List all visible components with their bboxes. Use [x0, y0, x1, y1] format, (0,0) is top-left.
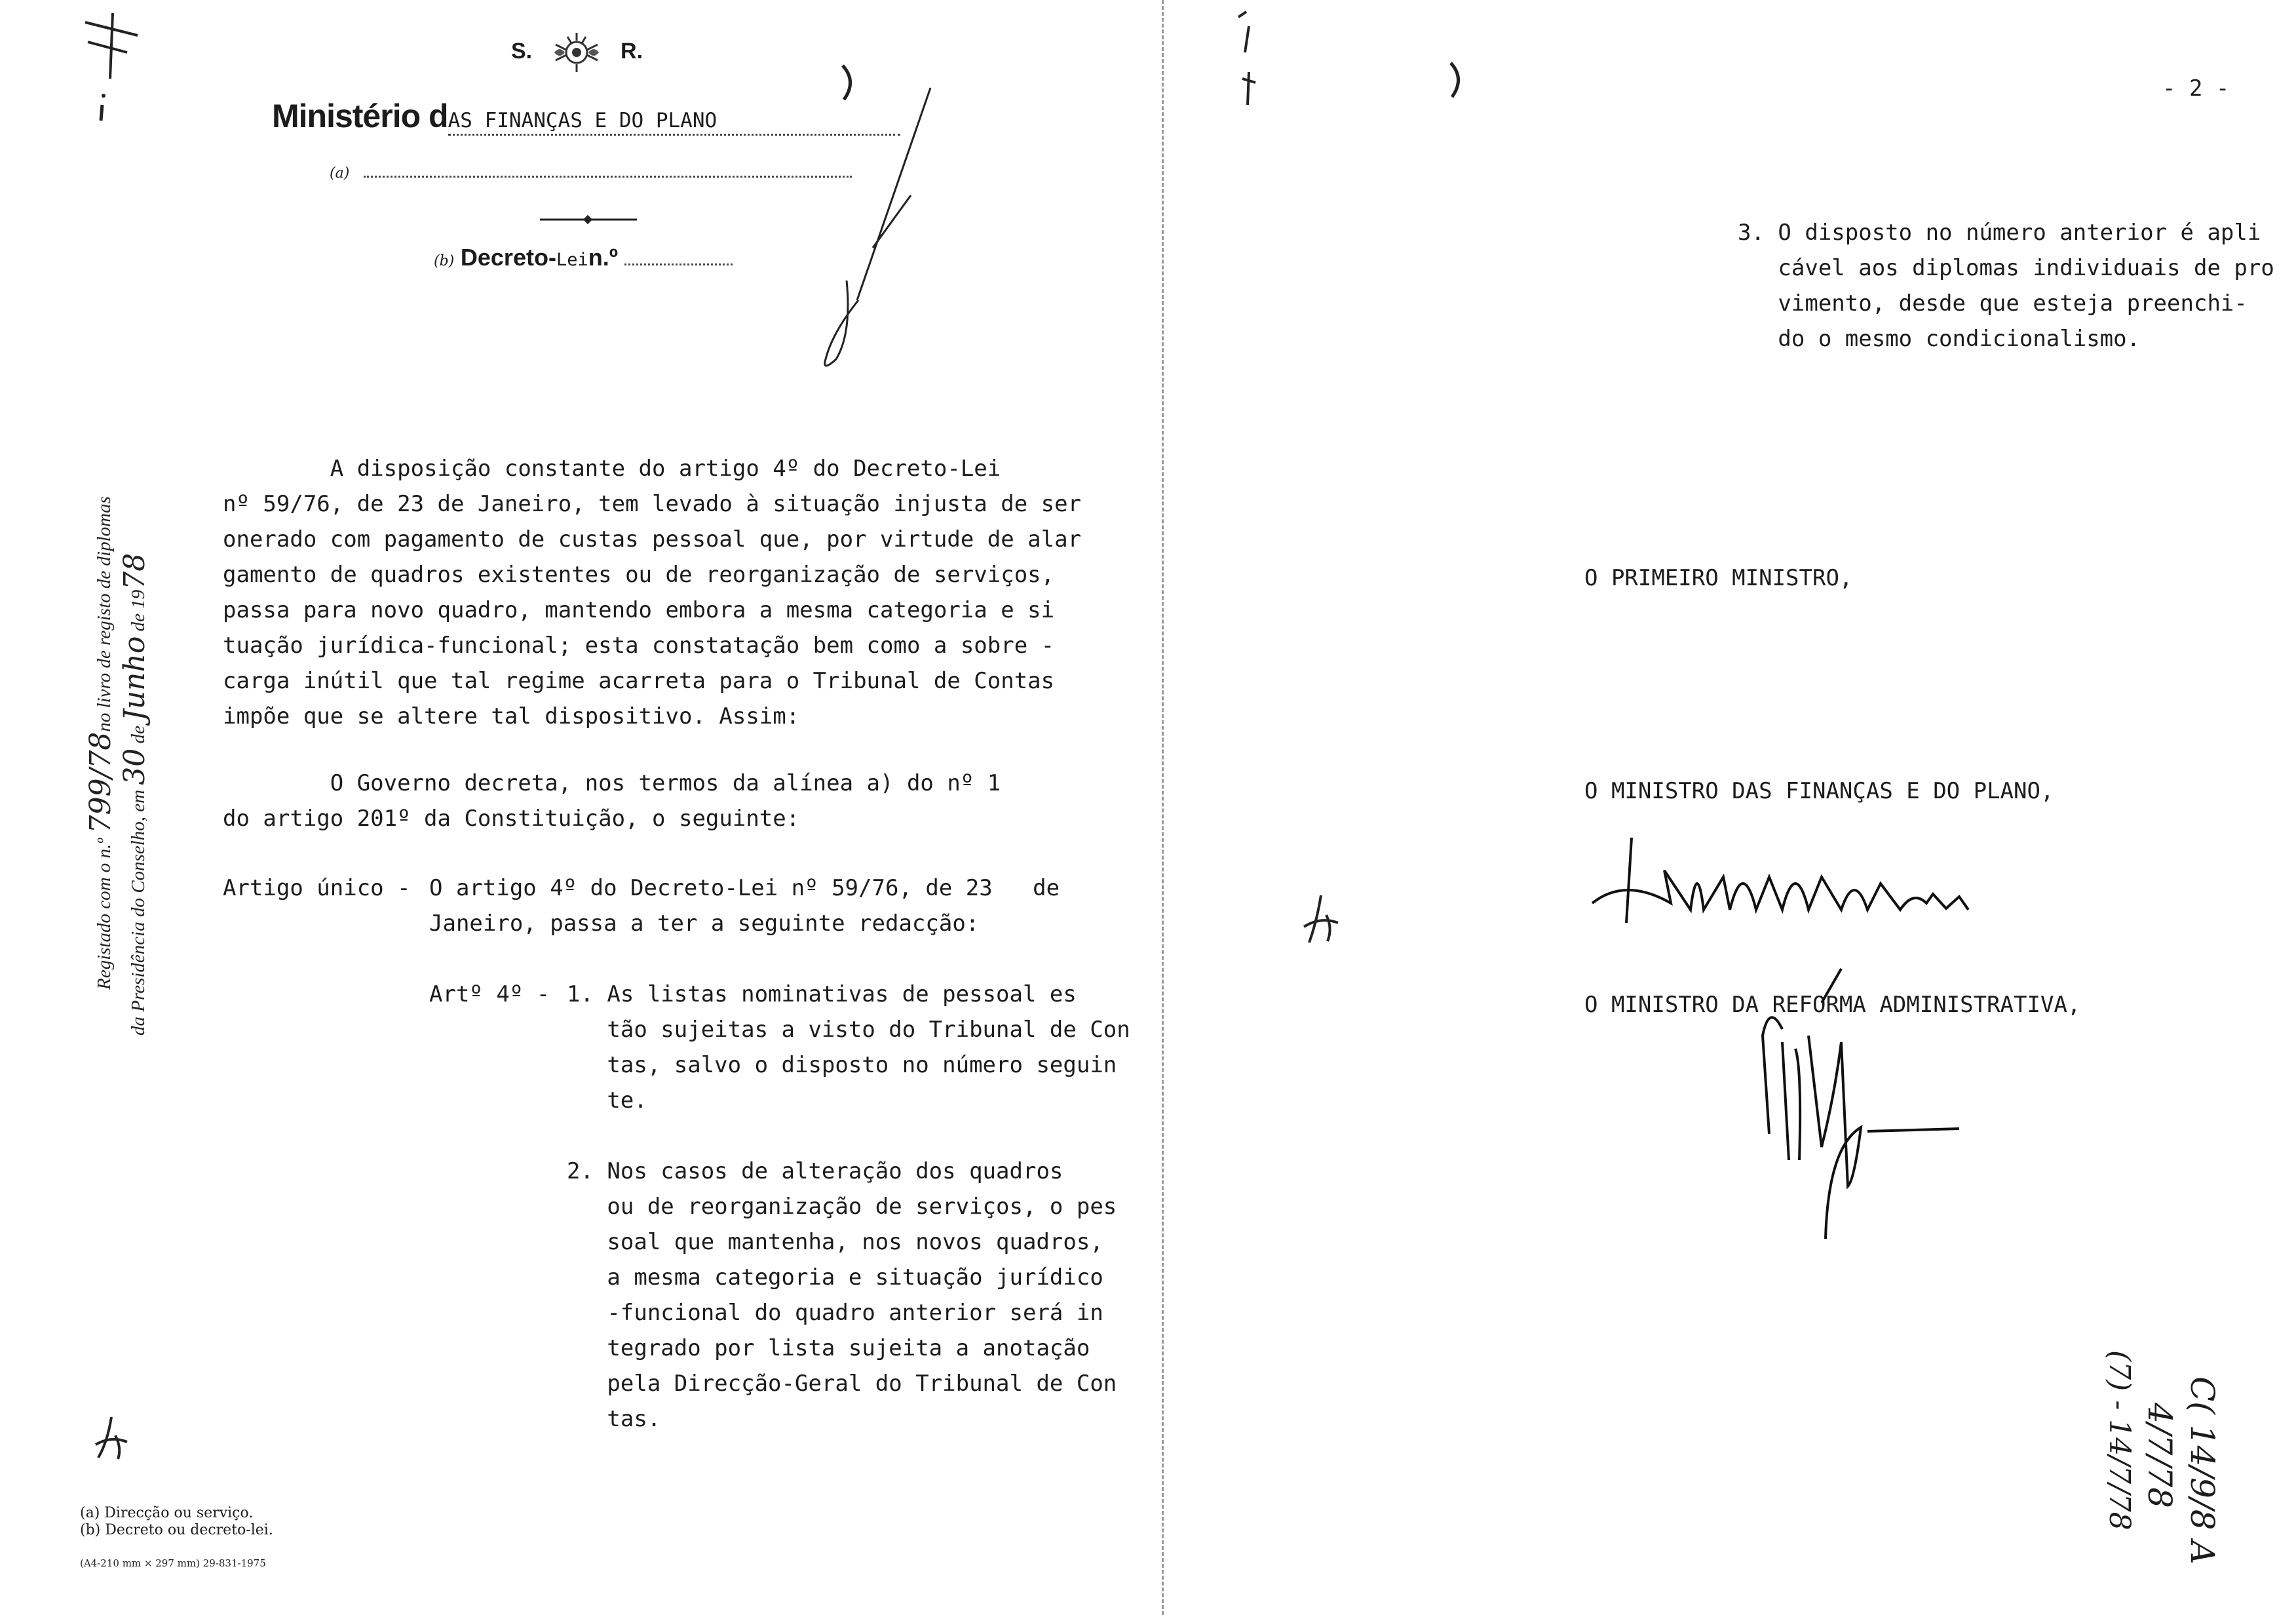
item-3-line: cável aos diplomas individuais de pro [1738, 255, 2274, 281]
signature-reforma [1743, 963, 1959, 1245]
item-3-line: 3. O disposto no número anterior é apli [1738, 220, 2261, 246]
margin-line1-post: no livro de registo de diplomas [94, 496, 115, 732]
field-a-blank [364, 168, 852, 178]
decree-intro-line: do artigo 201º da Constituição, o seguinte: [223, 806, 800, 832]
signature-financas [1592, 831, 1972, 936]
coat-of-arms-icon [550, 31, 603, 73]
preamble-line: gamento de quadros existentes ou de reorganização de serviços, [223, 562, 1055, 588]
margin-registration-line2 [118, 553, 151, 1036]
letterhead-sr [511, 31, 643, 73]
ornament-divider [540, 216, 637, 220]
margin-line2-year-pre: de 19 [128, 589, 149, 632]
handwritten-note-2: 4/7/78 [2141, 1403, 2179, 1508]
article-text-line: O artigo 4º do Decreto-Lei nº 59/76, de 23 de [429, 875, 1060, 901]
field-b-label: (b) [434, 253, 455, 269]
handwritten-initial-mark [1301, 894, 1341, 946]
preamble-line: onerado com pagamento de custas pessoal que, por virtude de alar [223, 526, 1082, 553]
art4-p2-line: 2. Nos casos de alteração dos quadros [567, 1158, 1063, 1184]
art4-p2-line: tegrado por lista sujeita a anotação [567, 1335, 1090, 1361]
preamble-line: impõe que se altere tal dispositivo. Assim: [223, 703, 800, 730]
handwritten-note-3: (7) - 14/7/78 [2103, 1350, 2136, 1530]
page-fold-divider [1162, 0, 1164, 1615]
decreto-printed: Decreto- [460, 244, 556, 271]
handwritten-paren-mark [840, 63, 860, 102]
art4-p1-line: 1. As listas nominativas de pessoal es [567, 981, 1077, 1007]
letter-r: R. [621, 38, 643, 64]
art4-p1-line: tas, salvo o disposto no número seguin [567, 1052, 1117, 1078]
ministerio-prefix: Ministério d [272, 98, 448, 134]
preamble-line: carga inútil que tal regime acarreta para o Tribunal de Contas [223, 668, 1055, 694]
footnote-b: (b) Decreto ou decreto-lei. [80, 1522, 273, 1538]
handwritten-slash-mark [813, 84, 944, 366]
preamble [223, 451, 1081, 734]
handwritten-initial-mark [92, 1416, 131, 1462]
signatory-financas-plano: O MINISTRO DAS FINANÇAS E DO PLANO, [1584, 778, 2054, 804]
art4-paragraph-2 [567, 1154, 1117, 1437]
field-a-line [330, 165, 852, 182]
margin-line1-pre: Registado com o n.º [94, 838, 115, 990]
article-label: Artigo único - [223, 875, 411, 901]
item-3-line: do o mesmo condicionalismo. [1738, 326, 2141, 352]
ministerio-name: AS FINANÇAS E DO PLANO [448, 107, 900, 136]
signatory-primeiro-ministro: O PRIMEIRO MINISTRO, [1584, 565, 1853, 591]
item-3-line: vimento, desde que esteja preenchi- [1738, 290, 2248, 317]
preamble-line: A disposição constante do artigo 4º do Decreto-Lei [223, 456, 1001, 482]
art4-p2-line: a mesma categoria e situação jurídico [567, 1264, 1103, 1291]
right-page [1166, 0, 2296, 1615]
decree-intro-line: O Governo decreta, nos termos da alínea a) do nº 1 [223, 770, 1001, 796]
decreto-typed: Lei [556, 250, 588, 270]
preamble-line: passa para novo quadro, mantendo embora a mesma categoria e si [223, 597, 1055, 623]
margin-line1-number: 799/78 [84, 731, 117, 834]
handwritten-paren-mark [1448, 60, 1468, 100]
field-a-label: (a) [330, 165, 350, 182]
decreto-number-blank [624, 256, 733, 265]
margin-line2-year: 78 [118, 553, 151, 590]
signatory-reforma-administrativa: O MINISTRO DA REFORMA ADMINISTRATIVA, [1584, 992, 2081, 1018]
top-tick-marks [1229, 7, 1269, 111]
art4-p2-line: tas. [567, 1406, 661, 1432]
art4-p2-line: pela Direcção-Geral do Tribunal de Con [567, 1371, 1117, 1397]
decreto-line [434, 244, 733, 271]
preamble-line: tuação jurídica-funcional; esta constatação bem como a sobre - [223, 632, 1055, 659]
ministerio-line [272, 97, 900, 136]
margin-line2-pre: da Presidência do Conselho, em [128, 789, 149, 1036]
article-text [429, 870, 1060, 941]
margin-line2-day: 30 [118, 748, 151, 785]
print-reference: (A4-210 mm × 297 mm) 29-831-1975 [80, 1557, 266, 1569]
decree-intro [223, 766, 1001, 836]
art4-label: Artº 4º - [429, 981, 550, 1007]
preamble-line: nº 59/76, de 23 de Janeiro, tem levado à situação injusta de ser [223, 491, 1082, 517]
art4-paragraph-1 [567, 977, 1130, 1118]
art4-p2-line: soal que mantenha, nos novos quadros, [567, 1229, 1103, 1255]
footnote-a: (a) Direcção ou serviço. [80, 1505, 254, 1521]
letter-s: S. [511, 38, 533, 64]
margin-line2-mid: de [128, 726, 149, 744]
article-text-line: Janeiro, passa a ter a seguinte redacção: [429, 910, 980, 937]
art4-p2-line: ou de reorganização de serviços, o pes [567, 1194, 1117, 1220]
decreto-suffix: n.º [588, 244, 618, 271]
art4-p1-line: te. [567, 1087, 647, 1114]
page-number: - 2 - [2162, 75, 2230, 102]
handwritten-note-1: C( 14/9/8 A [2183, 1376, 2221, 1565]
art4-p1-line: tão sujeitas a visto do Tribunal de Con [567, 1017, 1130, 1043]
margin-registration-line1 [84, 496, 117, 990]
art4-p2-line: -funcional do quadro anterior será in [567, 1300, 1103, 1326]
corner-tick-marks [79, 13, 144, 125]
margin-line2-month: Junho [118, 636, 151, 721]
item-3 [1738, 215, 2274, 357]
